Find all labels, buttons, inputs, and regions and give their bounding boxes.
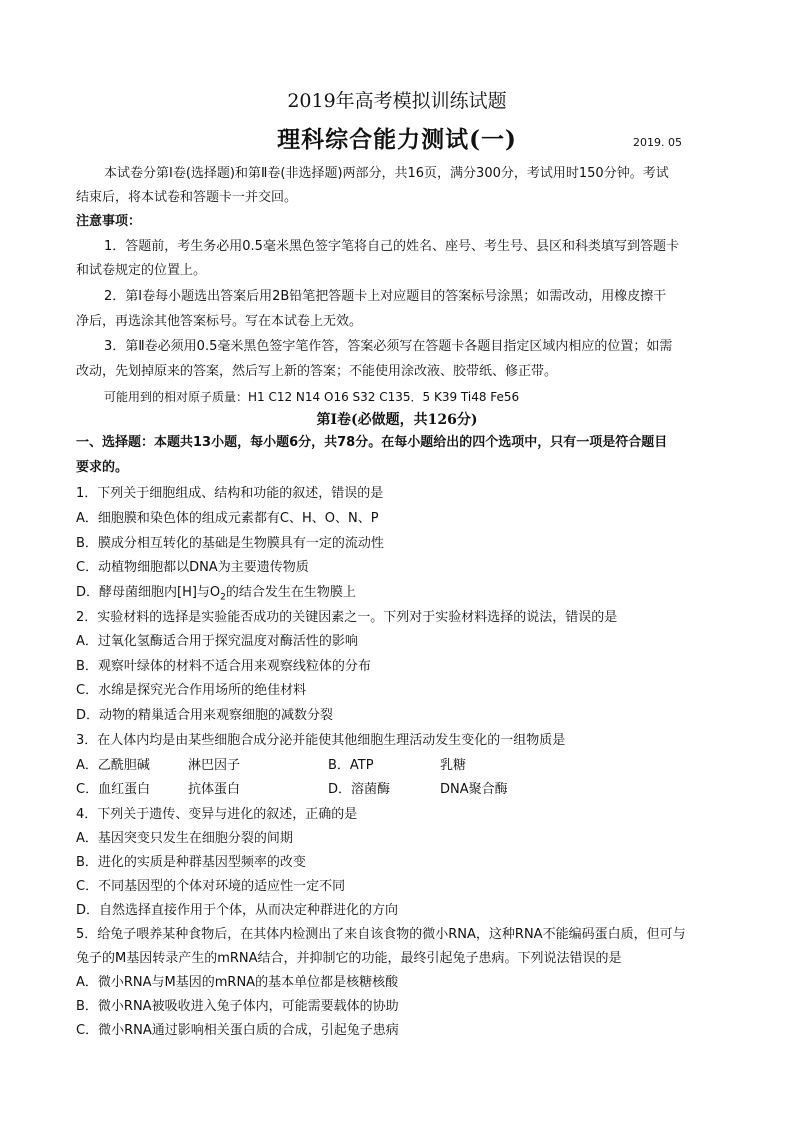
question-5-option-a: A．微小RNA与M基因的mRNA的基本单位都是核糖核酸 bbox=[76, 975, 399, 990]
notice-item-3-line-2: 改动，先划掉原来的答案，然后写上新的答案；不能使用涂改液、胶带纸、修正带。 bbox=[76, 364, 558, 379]
notice-item-2-line-1: 2．第Ⅰ卷每小题选出答案后用2B铅笔把答题卡上对应题目的答案标号涂黑；如需改动，用橡皮擦干 bbox=[104, 289, 667, 304]
question-3-option-a-second: 淋巴因子 bbox=[188, 758, 241, 773]
question-3-option-c: C．血红蛋白 bbox=[76, 782, 151, 797]
question-5-option-c: C．微小RNA通过影响相关蛋白质的合成，引起兔子患病 bbox=[76, 1023, 399, 1038]
question-1-stem: 1．下列关于细胞组成、结构和功能的叙述，错误的是 bbox=[76, 486, 384, 501]
oxygen-subscript: 2 bbox=[220, 592, 226, 603]
exam-title: 2019年高考模拟训练试题 bbox=[287, 90, 507, 112]
question-5-stem-line-2: 兔子的M基因转录产生的mRNA结合，并抑制它的功能，最终引起兔子患病。下列说法错误的是 bbox=[76, 951, 622, 966]
question-3-option-d: D．溶菌酶 bbox=[328, 782, 391, 797]
exam-date: 2019. 05 bbox=[633, 136, 682, 149]
question-1-option-a: A．细胞膜和染色体的组成元素都有C、H、O、N、P bbox=[76, 511, 379, 526]
section-instruction-line-1: 一、选择题：本题共13小题，每小题6分，共78分。在每小题给出的四个选项中，只有一项是符合题目 bbox=[76, 435, 668, 450]
question-2-option-a: A．过氧化氢酶适合用于探究温度对酶活性的影响 bbox=[76, 634, 358, 649]
question-2-option-d: D．动物的精巢适合用来观察细胞的减数分裂 bbox=[76, 708, 334, 723]
question-4-option-b: B．进化的实质是种群基因型频率的改变 bbox=[76, 855, 306, 870]
question-3-option-b: B．ATP bbox=[328, 758, 374, 773]
question-4-option-d: D．自然选择直接作用于个体，从而决定种群进化的方向 bbox=[76, 903, 399, 918]
notice-heading: 注意事项： bbox=[76, 214, 142, 229]
section-instruction-line-2: 要求的。 bbox=[76, 460, 129, 475]
question-4-option-c: C．不同基因型的个体对环境的适应性一定不同 bbox=[76, 879, 346, 894]
question-3-option-c-second: 抗体蛋白 bbox=[188, 782, 241, 797]
notice-item-1-line-1: 1．答题前，考生务必用0.5毫米黑色签字笔将自己的姓名、座号、考生号、县区和科类填写到答题卡 bbox=[104, 239, 679, 254]
exam-subtitle: 理科综合能力测试(一) bbox=[277, 126, 517, 153]
notice-item-3-line-1: 3．第Ⅱ卷必须用0.5毫米黑色签字笔作答，答案必须写在答题卡各题目指定区域内相应的位置；如需 bbox=[104, 339, 673, 354]
question-1-option-b: B．膜成分相互转化的基础是生物膜具有一定的流动性 bbox=[76, 536, 384, 551]
question-1-option-d-text: D．酵母菌细胞内[H]与O bbox=[76, 585, 221, 600]
question-5-stem-line-1: 5．给兔子喂养某种食物后，在其体内检测出了来自该食物的微小RNA，这种RNA不能编码蛋白质，但可与 bbox=[76, 927, 686, 942]
intro-line-1: 本试卷分第Ⅰ卷(选择题)和第Ⅱ卷(非选择题)两部分，共16页，满分300分，考试用时150分钟。考试 bbox=[104, 166, 669, 181]
question-2-stem: 2．实验材料的选择是实验能否成功的关键因素之一。下列对于实验材料选择的说法，错误的是 bbox=[76, 610, 618, 625]
question-4-stem: 4．下列关于遗传、变异与进化的叙述，正确的是 bbox=[76, 807, 358, 822]
question-3-option-a: A．乙酰胆碱 bbox=[76, 758, 150, 773]
question-5-option-b: B．微小RNA被吸收进入兔子体内，可能需要载体的协助 bbox=[76, 999, 399, 1014]
intro-line-2: 结束后，将本试卷和答题卡一并交回。 bbox=[76, 190, 298, 205]
question-4-option-a: A．基因突变只发生在细胞分裂的间期 bbox=[76, 831, 293, 846]
atomic-mass-line: 可能用到的相对原子质量：H1 C12 N14 O16 S32 C135．5 K39 Ti48 Fe56 bbox=[104, 390, 520, 404]
question-2-option-c: C．水绵是探究光合作用场所的绝佳材料 bbox=[76, 683, 307, 698]
question-1-option-c: C．动植物细胞都以DNA为主要遗传物质 bbox=[76, 560, 309, 575]
question-1-option-d bbox=[76, 584, 728, 607]
notice-item-2-line-2: 净后，再选涂其他答案标号。写在本试卷上无效。 bbox=[76, 314, 363, 329]
question-3-option-b-second: 乳糖 bbox=[440, 758, 467, 773]
question-1-option-d-text-end: 的结合发生在生物膜上 bbox=[225, 585, 356, 600]
question-3-option-d-second: DNA聚合酶 bbox=[440, 782, 508, 797]
question-3-stem: 3．在人体内均是由某些细胞合成分泌并能使其他细胞生理活动发生变化的一组物质是 bbox=[76, 733, 566, 748]
notice-item-1-line-2: 和试卷规定的位置上。 bbox=[76, 263, 207, 278]
question-2-option-b: B．观察叶绿体的材料不适合用来观察线粒体的分布 bbox=[76, 659, 371, 674]
section-title: 第Ⅰ卷(必做题，共126分) bbox=[316, 412, 478, 428]
